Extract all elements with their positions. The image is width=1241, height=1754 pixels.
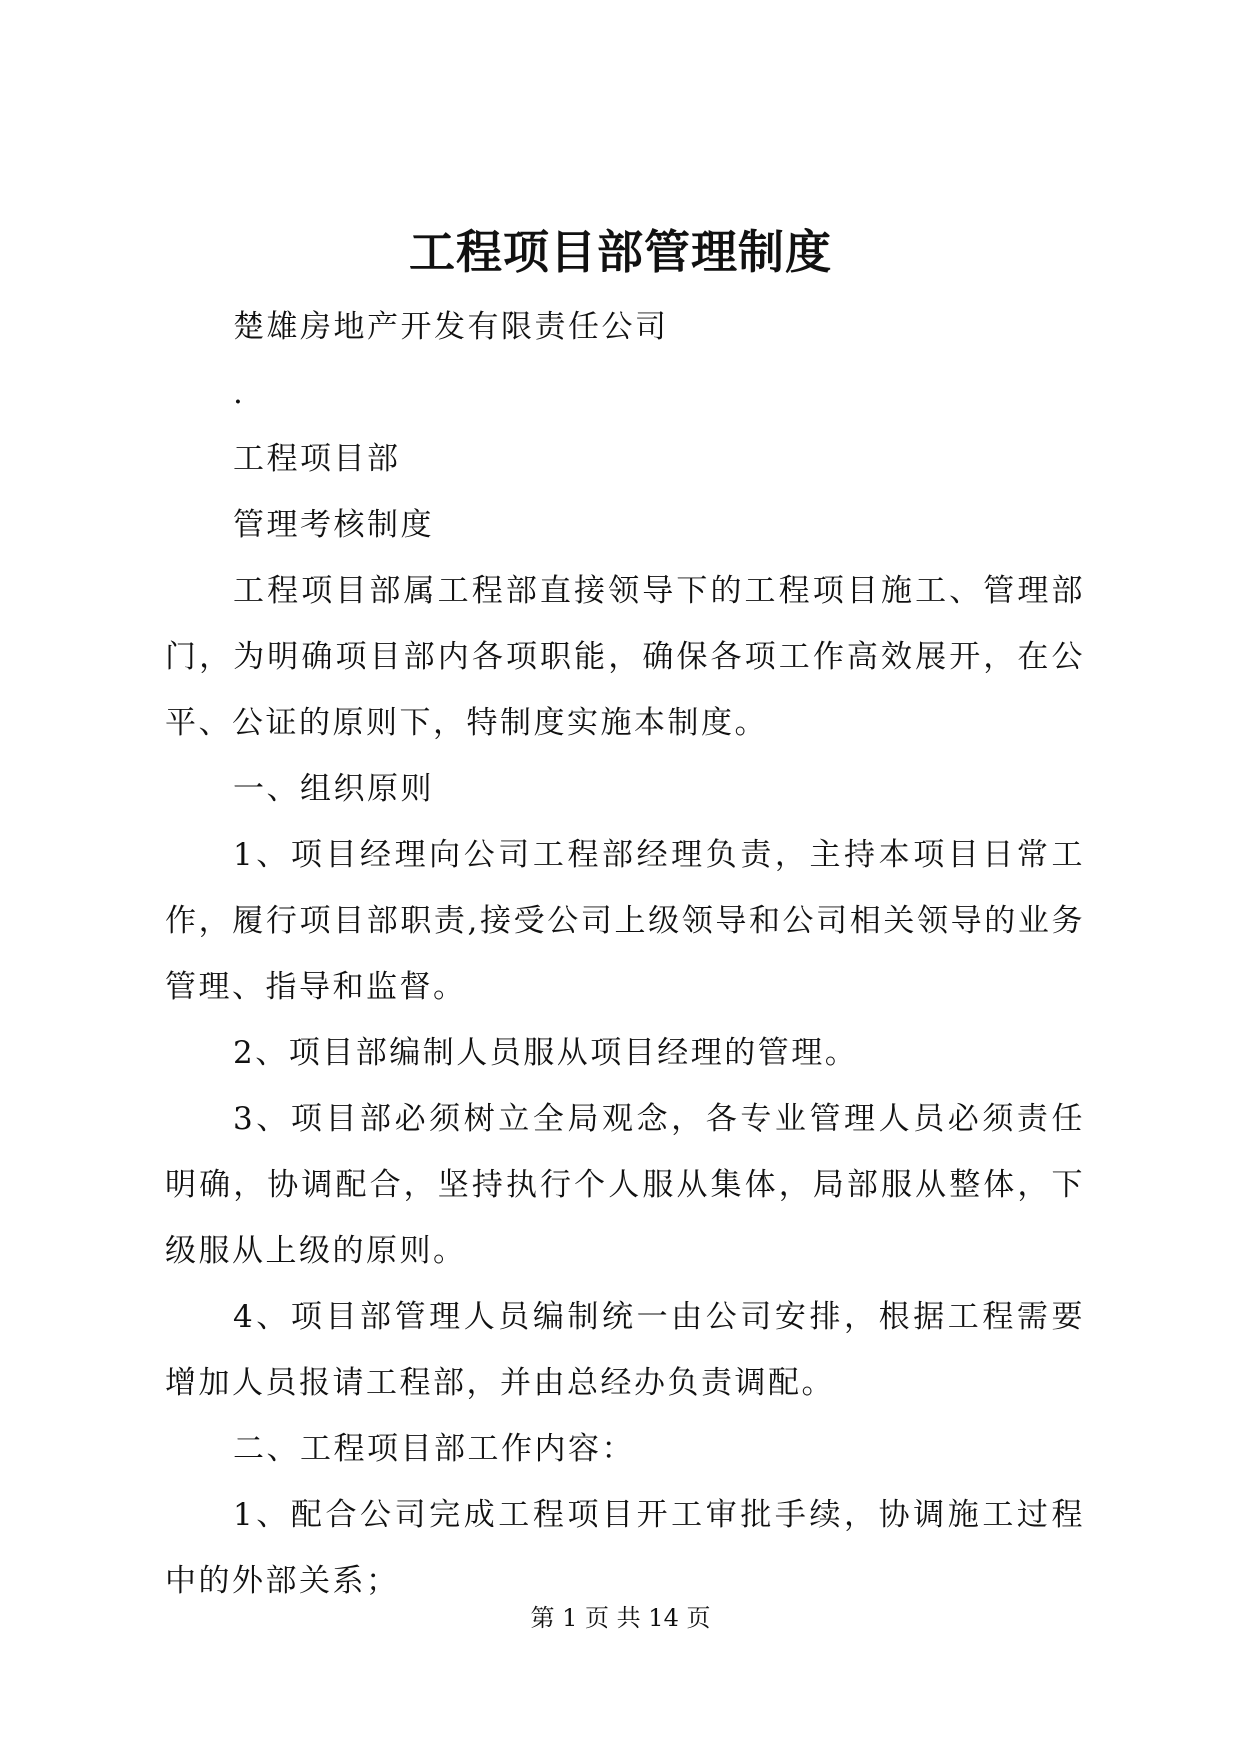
clause-1-4: 4、项目部管理人员编制统一由公司安排，根据工程需要增加人员报请工程部，并由总经办负责调配。 bbox=[165, 1299, 1085, 1401]
document-title: 工程项目部管理制度 bbox=[409, 225, 832, 279]
department-heading: 工程项目部 bbox=[233, 441, 401, 477]
page-footer: 第 1 页 共 14 页 bbox=[530, 1604, 711, 1632]
section-heading-1: 一、组织原则 bbox=[233, 771, 434, 807]
section-heading-2: 二、工程项目部工作内容： bbox=[233, 1431, 635, 1467]
clause-2-1: 1、配合公司完成工程项目开工审批手续，协调施工过程中的外部关系； bbox=[165, 1497, 1085, 1599]
company-name: 楚雄房地产开发有限责任公司 bbox=[233, 309, 669, 345]
clause-1-1: 1、项目经理向公司工程部经理负责，主持本项目日常工作，履行项目部职责,接受公司上级领导和公司相关领导的业务管理、指导和监督。 bbox=[165, 837, 1085, 1005]
clause-1-3: 3、项目部必须树立全局观念，各专业管理人员必须责任明确，协调配合，坚持执行个人服从集体，局部服从整体，下级服从上级的原则。 bbox=[165, 1101, 1085, 1269]
document-body bbox=[165, 294, 1085, 1614]
intro-paragraph: 工程项目部属工程部直接领导下的工程项目施工、管理部门，为明确项目部内各项职能，确保各项工作高效展开，在公平、公证的原则下，特制度实施本制度。 bbox=[165, 573, 1085, 741]
subtitle-heading: 管理考核制度 bbox=[233, 507, 434, 543]
separator-dot: . bbox=[233, 375, 246, 411]
clause-1-2: 2、项目部编制人员服从项目经理的管理。 bbox=[233, 1035, 859, 1071]
